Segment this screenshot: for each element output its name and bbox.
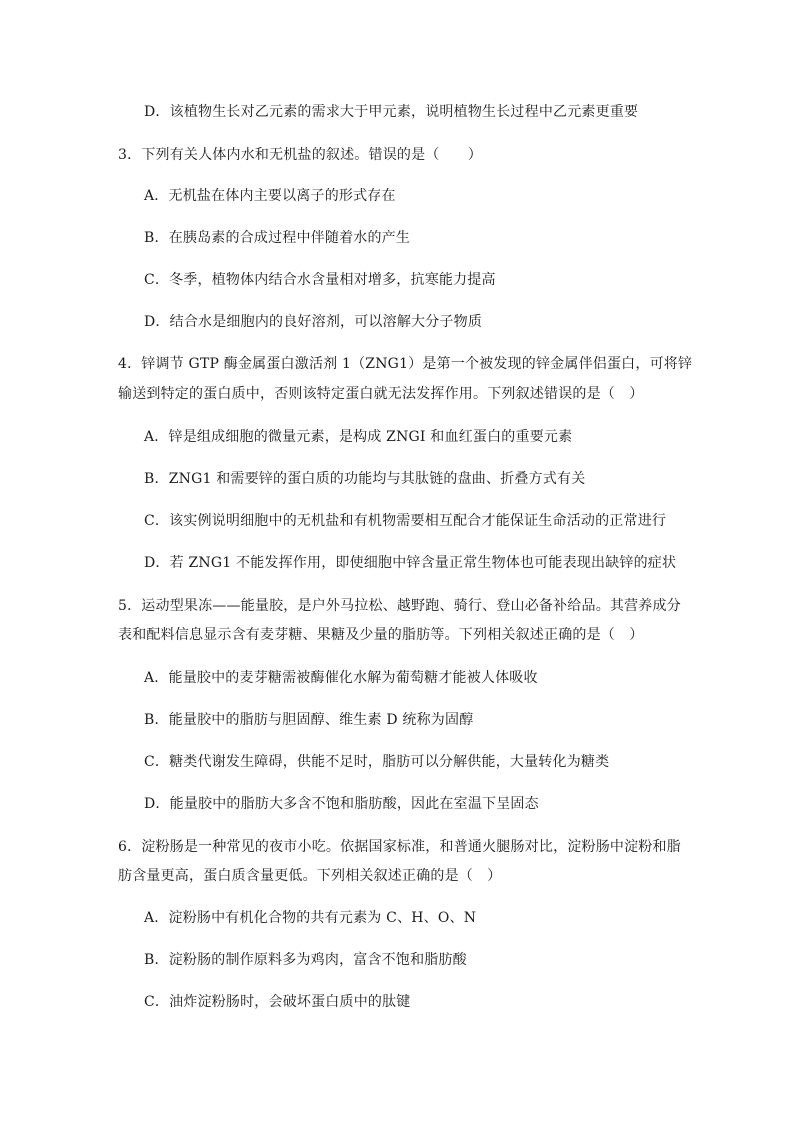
q6-option-c: C．油炸淀粉肠时，会破坏蛋白质中的肽键 [144, 994, 411, 1010]
question-5-stem-line-1: 5．运动型果冻——能量胶，是户外马拉松、越野跑、骑行、登山必备补给品。其营养成分 [118, 598, 681, 614]
question-4-stem-line-2: 输送到特定的蛋白质中，否则该特定蛋白就无法发挥作用。下列叙述错误的是（ ） [118, 386, 644, 402]
q5-option-a: A．能量胶中的麦芽糖需被酶催化水解为葡萄糖才能被人体吸收 [144, 670, 538, 686]
q3-option-d: D．结合水是细胞内的良好溶剂，可以溶解大分子物质 [144, 314, 483, 330]
q6-option-b: B．淀粉肠的制作原料多为鸡肉，富含不饱和脂肪酸 [144, 952, 467, 968]
question-4-stem-line-1: 4．锌调节 GTP 酶金属蛋白激活剂 1（ZNG1）是第一个被发现的锌金属伴侣蛋白，可将锌 [118, 356, 693, 372]
q3-option-a: A．无机盐在体内主要以离子的形式存在 [144, 188, 396, 204]
q5-option-c: C．糖类代谢发生障碍，供能不足时，脂肪可以分解供能，大量转化为糖类 [144, 754, 610, 770]
question-6-stem-line-1: 6．淀粉肠是一种常见的夜市小吃。依据国家标准，和普通火腿肠对比，淀粉肠中淀粉和脂 [118, 839, 681, 855]
question-3-stem: 3．下列有关人体内水和无机盐的叙述。错误的是（ ） [118, 147, 483, 163]
q4-option-d: D．若 ZNG1 不能发挥作用，即使细胞中锌含量正常生物体也可能表现出缺锌的症状 [144, 555, 677, 571]
q5-option-d: D．能量胶中的脂肪大多含不饱和脂肪酸，因此在室温下呈固态 [144, 796, 539, 812]
q3-option-c: C．冬季，植物体内结合水含量相对增多，抗寒能力提高 [144, 272, 496, 288]
q4-option-c: C．该实例说明细胞中的无机盐和有机物需要相互配合才能保证生命活动的正常进行 [144, 513, 667, 529]
q2-option-d: D．该植物生长对乙元素的需求大于甲元素，说明植物生长过程中乙元素更重要 [144, 104, 639, 120]
q5-option-b: B．能量胶中的脂肪与胆固醇、维生素 D 统称为固醇 [144, 712, 474, 728]
q4-option-a: A．锌是组成细胞的微量元素，是构成 ZNGI 和血红蛋白的重要元素 [144, 429, 573, 445]
question-6-stem-line-2: 肪含量更高，蛋白质含量更低。下列相关叙述正确的是（ ） [118, 868, 502, 884]
q6-option-a: A．淀粉肠中有机化合物的共有元素为 C、H、O、N [144, 910, 477, 926]
q4-option-b: B．ZNG1 和需要锌的蛋白质的功能均与其肽链的盘曲、折叠方式有关 [144, 471, 586, 487]
question-5-stem-line-2: 表和配料信息显示含有麦芽糖、果糖及少量的脂肪等。下列相关叙述正确的是（ ） [118, 627, 644, 643]
q3-option-b: B．在胰岛素的合成过程中伴随着水的产生 [144, 230, 411, 246]
